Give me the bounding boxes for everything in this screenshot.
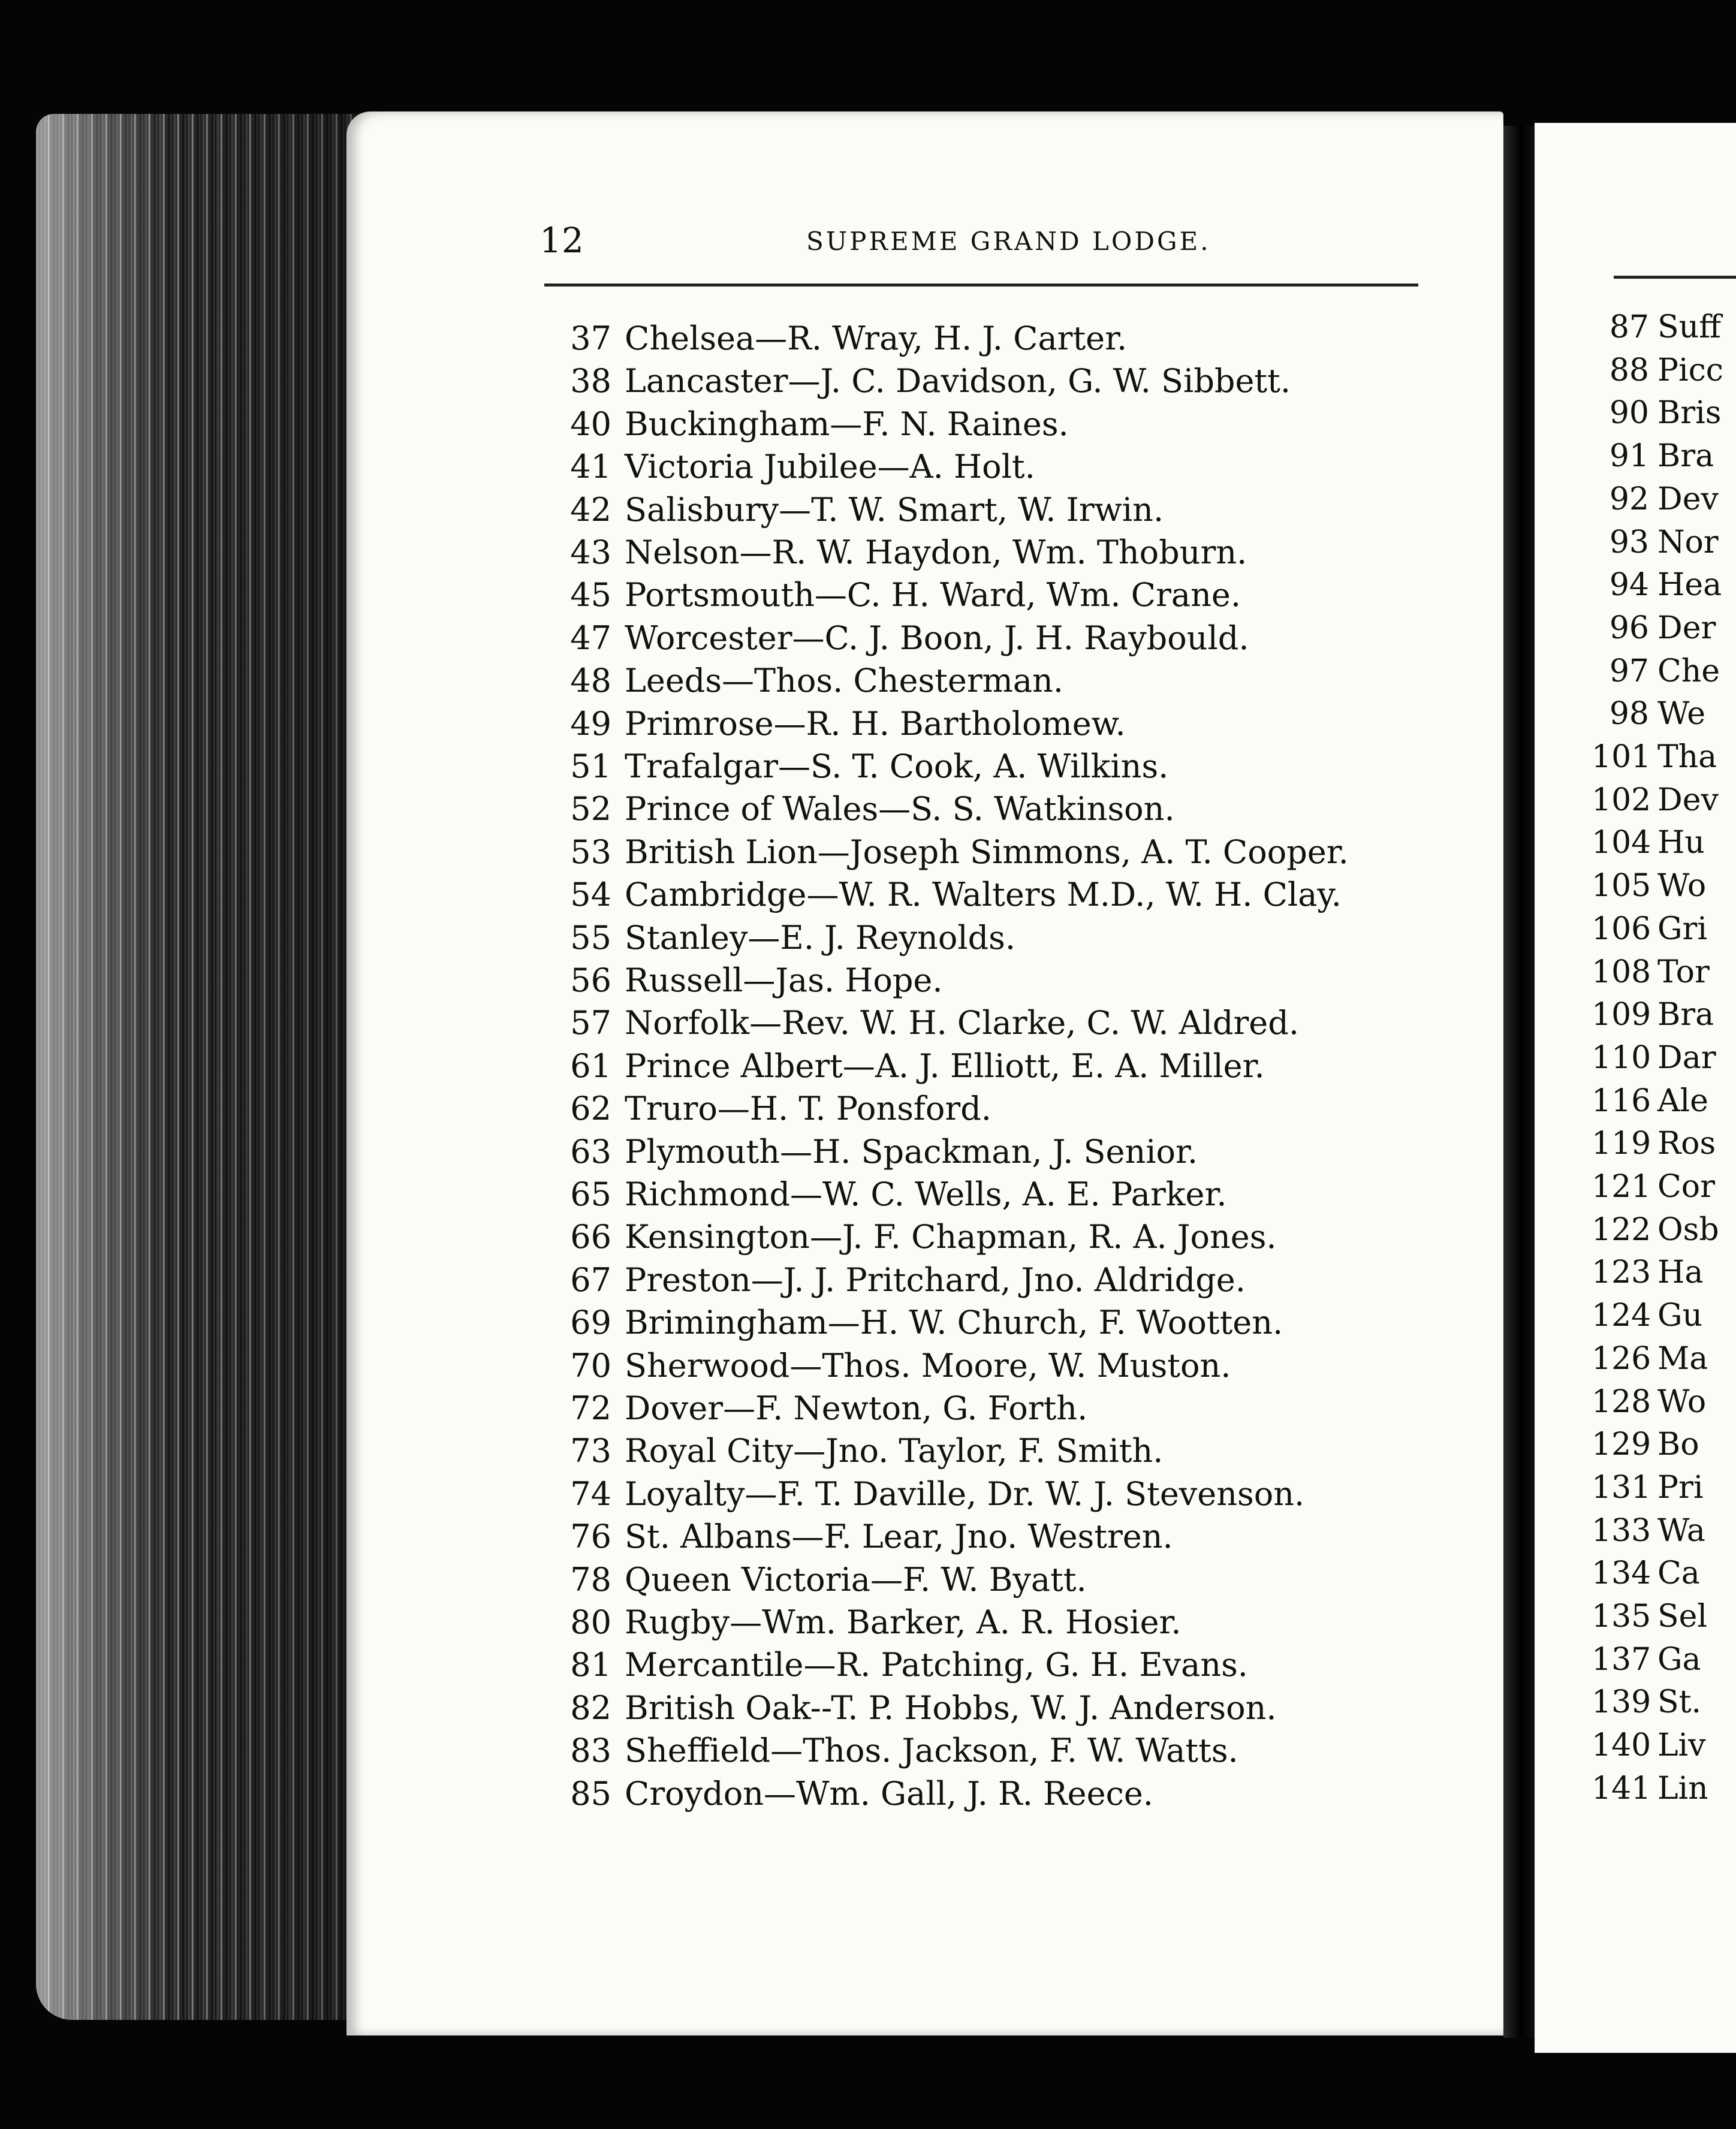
lodge-number: 137 bbox=[1592, 1641, 1651, 1678]
lodge-entry bbox=[556, 961, 943, 999]
lodge-officers: Loyalty—F. T. Daville, Dr. W. J. Stevenson. bbox=[625, 1474, 1305, 1513]
lodge-number: 61 bbox=[570, 1047, 611, 1085]
lodge-entry bbox=[556, 1090, 991, 1128]
right-page-entry bbox=[1592, 1169, 1715, 1205]
right-page-entry bbox=[1592, 1082, 1708, 1119]
lodge-number: 122 bbox=[1592, 1211, 1651, 1248]
lodge-name-fragment: Bra bbox=[1657, 997, 1714, 1033]
lodge-number: 56 bbox=[570, 961, 611, 999]
lodge-officers: Lancaster—J. C. Davidson, G. W. Sibbett. bbox=[625, 362, 1291, 400]
lodge-name-fragment: Nor bbox=[1657, 524, 1719, 560]
lodge-officers: British Lion—Joseph Simmons, A. T. Cooper. bbox=[625, 833, 1349, 871]
lodge-number: 82 bbox=[570, 1688, 611, 1727]
right-page-entry bbox=[1592, 910, 1708, 947]
lodge-number: 54 bbox=[570, 876, 611, 914]
right-page-entry bbox=[1592, 1427, 1699, 1463]
lodge-name-fragment: Bo bbox=[1657, 1427, 1699, 1463]
lodge-entry bbox=[556, 1603, 1182, 1641]
lodge-entry bbox=[556, 490, 1164, 529]
lodge-number: 116 bbox=[1592, 1082, 1651, 1119]
lodge-name-fragment: Dar bbox=[1657, 1039, 1716, 1076]
lodge-entry bbox=[556, 1432, 1164, 1470]
lodge-number: 104 bbox=[1592, 825, 1651, 861]
lodge-name-fragment: Bris bbox=[1657, 395, 1722, 432]
fore-edge-shading bbox=[36, 114, 372, 2020]
lodge-number: 83 bbox=[570, 1732, 611, 1770]
lodge-officers: Russell—Jas. Hope. bbox=[625, 961, 943, 999]
lodge-name-fragment: Dev bbox=[1657, 481, 1719, 517]
right-page-entry bbox=[1592, 997, 1714, 1033]
lodge-entry bbox=[556, 1389, 1088, 1427]
lodge-officers: Mercantile—R. Patching, G. H. Evans. bbox=[625, 1646, 1248, 1684]
right-page-entry bbox=[1592, 1340, 1708, 1377]
lodge-number: 74 bbox=[570, 1474, 611, 1513]
lodge-number: 55 bbox=[570, 918, 611, 957]
lodge-number: 49 bbox=[570, 704, 611, 743]
lodge-number: 123 bbox=[1592, 1255, 1651, 1291]
lodge-number: 129 bbox=[1592, 1427, 1651, 1463]
lodge-entry bbox=[556, 319, 1128, 357]
lodge-number: 45 bbox=[570, 576, 611, 614]
lodge-entry bbox=[556, 576, 1241, 614]
lodge-entry bbox=[556, 362, 1291, 400]
lodge-officers: Worcester—C. J. Boon, J. H. Raybould. bbox=[625, 619, 1249, 657]
lodge-officers: Royal City—Jno. Taylor, F. Smith. bbox=[625, 1432, 1164, 1470]
lodge-entry bbox=[556, 1732, 1238, 1770]
lodge-officers: Plymouth—H. Spackman, J. Senior. bbox=[625, 1132, 1198, 1171]
lodge-entry bbox=[556, 918, 1016, 957]
header-rule bbox=[544, 284, 1418, 287]
lodge-entry bbox=[556, 405, 1069, 443]
book-gutter bbox=[1503, 126, 1535, 2038]
right-page-entry bbox=[1592, 1512, 1705, 1549]
lodge-entry bbox=[556, 833, 1349, 871]
lodge-number: 109 bbox=[1592, 997, 1651, 1033]
right-page-entry bbox=[1592, 868, 1707, 904]
lodge-officers: British Oak--T. P. Hobbs, W. J. Anderson. bbox=[625, 1688, 1277, 1727]
lodge-entry bbox=[556, 1304, 1283, 1342]
lodge-name-fragment: Gu bbox=[1657, 1298, 1703, 1334]
lodge-name-fragment: Tha bbox=[1657, 739, 1717, 775]
lodge-name-fragment: Der bbox=[1657, 610, 1716, 646]
lodge-number: 91 bbox=[1609, 438, 1649, 475]
lodge-entry bbox=[556, 790, 1175, 828]
lodge-name-fragment: Wo bbox=[1657, 868, 1707, 904]
lodge-entry bbox=[556, 662, 1063, 700]
lodge-number: 65 bbox=[570, 1175, 611, 1213]
lodge-officers: Primrose—R. H. Bartholomew. bbox=[625, 704, 1126, 743]
lodge-number: 40 bbox=[570, 405, 611, 443]
lodge-number: 37 bbox=[570, 319, 611, 357]
right-page-entry bbox=[1592, 352, 1723, 388]
lodge-entry bbox=[556, 1132, 1198, 1171]
lodge-name-fragment: St. bbox=[1657, 1684, 1702, 1721]
lodge-number: 70 bbox=[570, 1346, 611, 1385]
lodge-officers: Stanley—E. J. Reynolds. bbox=[625, 918, 1016, 957]
lodge-officers: Kensington—J. F. Chapman, R. A. Jones. bbox=[625, 1218, 1277, 1256]
lodge-name-fragment: Lin bbox=[1657, 1770, 1708, 1807]
lodge-officers: Brimingham—H. W. Church, F. Wootten. bbox=[625, 1304, 1283, 1342]
lodge-officers: Chelsea—R. Wray, H. J. Carter. bbox=[625, 319, 1128, 357]
right-page-entry bbox=[1592, 1469, 1704, 1506]
right-page-entry bbox=[1592, 782, 1719, 818]
lodge-entry bbox=[556, 876, 1342, 914]
lodge-name-fragment: Che bbox=[1657, 653, 1720, 689]
lodge-officers: Leeds—Thos. Chesterman. bbox=[625, 662, 1063, 700]
right-page-entry bbox=[1592, 1641, 1701, 1678]
lodge-entry bbox=[556, 704, 1126, 743]
lodge-name-fragment: Osb bbox=[1657, 1211, 1719, 1248]
lodge-number: 67 bbox=[570, 1260, 611, 1299]
right-page-entry bbox=[1592, 438, 1714, 475]
lodge-officers: Prince Albert—A. J. Elliott, E. A. Miller. bbox=[625, 1047, 1265, 1085]
lodge-number: 81 bbox=[570, 1646, 611, 1684]
lodge-entry bbox=[556, 1518, 1173, 1556]
right-page-entry bbox=[1592, 610, 1716, 646]
lodge-entry bbox=[556, 1175, 1227, 1213]
lodge-entry bbox=[556, 1560, 1087, 1599]
lodge-name-fragment: Hea bbox=[1657, 567, 1722, 604]
page-number: 12 bbox=[540, 220, 584, 261]
lodge-officers: Richmond—W. C. Wells, A. E. Parker. bbox=[625, 1175, 1227, 1213]
lodge-number: 76 bbox=[570, 1518, 611, 1556]
lodge-entry bbox=[556, 1218, 1277, 1256]
lodge-number: 98 bbox=[1609, 696, 1649, 732]
lodge-officers: Prince of Wales—S. S. Watkinson. bbox=[625, 790, 1175, 828]
lodge-name-fragment: Sel bbox=[1657, 1599, 1708, 1635]
lodge-number: 139 bbox=[1592, 1684, 1651, 1721]
lodge-officers: Queen Victoria—F. W. Byatt. bbox=[625, 1560, 1087, 1599]
lodge-entry bbox=[556, 1474, 1305, 1513]
lodge-number: 131 bbox=[1592, 1469, 1651, 1506]
right-page-header-rule bbox=[1614, 276, 1736, 279]
lodge-number: 134 bbox=[1592, 1555, 1651, 1592]
lodge-number: 141 bbox=[1592, 1770, 1651, 1807]
lodge-number: 42 bbox=[570, 490, 611, 529]
right-page-entry bbox=[1592, 481, 1719, 517]
lodge-officers: Preston—J. J. Pritchard, Jno. Aldridge. bbox=[625, 1260, 1246, 1299]
lodge-name-fragment: Ca bbox=[1657, 1555, 1700, 1592]
lodge-entry bbox=[556, 448, 1035, 486]
lodge-number: 87 bbox=[1609, 309, 1649, 345]
lodge-number: 78 bbox=[570, 1560, 611, 1599]
lodge-number: 72 bbox=[570, 1389, 611, 1427]
lodge-name-fragment: Ma bbox=[1657, 1340, 1708, 1377]
lodge-number: 101 bbox=[1592, 739, 1651, 775]
lodge-officers: Trafalgar—S. T. Cook, A. Wilkins. bbox=[625, 747, 1169, 785]
right-page-entry bbox=[1592, 395, 1722, 432]
lodge-officers: Sherwood—Thos. Moore, W. Muston. bbox=[625, 1346, 1231, 1385]
lodge-number: 94 bbox=[1609, 567, 1649, 604]
lodge-name-fragment: Ga bbox=[1657, 1641, 1701, 1678]
lodge-name-fragment: Wo bbox=[1657, 1383, 1707, 1420]
lodge-number: 108 bbox=[1592, 954, 1651, 990]
lodge-number: 135 bbox=[1592, 1599, 1651, 1635]
lodge-name-fragment: We bbox=[1657, 696, 1705, 732]
lodge-number: 93 bbox=[1609, 524, 1649, 560]
lodge-number: 47 bbox=[570, 619, 611, 657]
lodge-number: 106 bbox=[1592, 910, 1651, 947]
lodge-number: 52 bbox=[570, 790, 611, 828]
lodge-number: 80 bbox=[570, 1603, 611, 1641]
lodge-officers: Truro—H. T. Ponsford. bbox=[625, 1090, 991, 1128]
right-page-entry bbox=[1592, 954, 1710, 990]
lodge-officers: Nelson—R. W. Haydon, Wm. Thoburn. bbox=[625, 533, 1247, 571]
lodge-officers: Buckingham—F. N. Raines. bbox=[625, 405, 1069, 443]
lodge-name-fragment: Ros bbox=[1657, 1126, 1716, 1162]
lodge-number: 69 bbox=[570, 1304, 611, 1342]
right-page-entry bbox=[1592, 1727, 1706, 1764]
right-page-entry bbox=[1592, 1599, 1708, 1635]
lodge-number: 110 bbox=[1592, 1039, 1651, 1076]
right-page-entry bbox=[1592, 1255, 1704, 1291]
lodge-number: 62 bbox=[570, 1090, 611, 1128]
right-page-entry bbox=[1592, 696, 1705, 732]
lodge-name-fragment: Wa bbox=[1657, 1512, 1705, 1549]
lodge-officers: Salisbury—T. W. Smart, W. Irwin. bbox=[625, 490, 1164, 529]
lodge-name-fragment: Tor bbox=[1657, 954, 1710, 990]
right-page-entry bbox=[1592, 524, 1719, 560]
lodge-number: 73 bbox=[570, 1432, 611, 1470]
right-page-entry bbox=[1592, 741, 1717, 773]
lodge-entry bbox=[556, 1047, 1265, 1085]
lodge-entry bbox=[556, 1646, 1248, 1684]
lodge-number: 119 bbox=[1592, 1126, 1651, 1162]
right-page-entry bbox=[1592, 825, 1705, 861]
right-page-entry bbox=[1592, 653, 1720, 689]
lodge-number: 66 bbox=[570, 1218, 611, 1256]
right-page-entry bbox=[1592, 1211, 1719, 1248]
lodge-number: 105 bbox=[1592, 868, 1651, 904]
lodge-name-fragment: Liv bbox=[1657, 1727, 1706, 1764]
lodge-officers: Rugby—Wm. Barker, A. R. Hosier. bbox=[625, 1603, 1182, 1641]
lodge-number: 38 bbox=[570, 362, 611, 400]
lodge-name-fragment: Dev bbox=[1657, 782, 1719, 818]
lodge-number: 92 bbox=[1609, 481, 1649, 517]
lodge-name-fragment: Gri bbox=[1657, 910, 1708, 947]
right-page-entry bbox=[1592, 309, 1722, 345]
lodge-number: 48 bbox=[570, 662, 611, 700]
lodge-name-fragment: Suff bbox=[1657, 309, 1722, 345]
lodge-entry bbox=[556, 619, 1249, 657]
lodge-number: 85 bbox=[570, 1774, 611, 1813]
lodge-number: 97 bbox=[1609, 653, 1649, 689]
right-page-entry bbox=[1592, 1770, 1708, 1807]
lodge-number: 90 bbox=[1609, 395, 1649, 432]
lodge-number: 41 bbox=[570, 448, 611, 486]
lodge-entry bbox=[556, 1260, 1246, 1299]
lodge-officers: Croydon—Wm. Gall, J. R. Reece. bbox=[625, 1774, 1153, 1813]
lodge-number: 140 bbox=[1592, 1727, 1651, 1764]
lodge-number: 128 bbox=[1592, 1383, 1651, 1420]
lodge-name-fragment: Pri bbox=[1657, 1469, 1704, 1506]
right-page-entry bbox=[1592, 1298, 1703, 1334]
lodge-officers: Dover—F. Newton, G. Forth. bbox=[625, 1389, 1088, 1427]
right-page-entry bbox=[1592, 1555, 1700, 1592]
lodge-number: 96 bbox=[1609, 610, 1649, 646]
lodge-officers: St. Albans—F. Lear, Jno. Westren. bbox=[625, 1518, 1173, 1556]
right-page-entry bbox=[1592, 1383, 1707, 1420]
lodge-number: 124 bbox=[1592, 1298, 1651, 1334]
lodge-entry bbox=[556, 533, 1247, 571]
lodge-name-fragment: Ale bbox=[1657, 1082, 1708, 1119]
lodge-officers: Norfolk—Rev. W. H. Clarke, C. W. Aldred. bbox=[625, 1004, 1299, 1042]
lodge-name-fragment: Bra bbox=[1657, 438, 1714, 475]
lodge-officers: Sheffield—Thos. Jackson, F. W. Watts. bbox=[625, 1732, 1238, 1770]
lodge-number: 53 bbox=[570, 833, 611, 871]
lodge-number: 43 bbox=[570, 533, 611, 571]
running-head-title: SUPREME GRAND LODGE. bbox=[806, 227, 1211, 256]
lodge-officers: Portsmouth—C. H. Ward, Wm. Crane. bbox=[625, 576, 1241, 614]
lodge-name-fragment: Picc bbox=[1657, 352, 1723, 388]
lodge-entry bbox=[556, 1688, 1277, 1727]
lodge-entry bbox=[556, 747, 1169, 785]
lodge-entry bbox=[556, 1346, 1231, 1385]
lodge-name-fragment: Ha bbox=[1657, 1255, 1704, 1291]
right-page-entry bbox=[1592, 1126, 1716, 1162]
right-page-entry bbox=[1592, 1039, 1716, 1076]
lodge-entry bbox=[556, 1004, 1299, 1042]
lodge-number: 51 bbox=[570, 747, 611, 785]
right-page-entry bbox=[1592, 1684, 1702, 1721]
lodge-number: 121 bbox=[1592, 1169, 1651, 1205]
lodge-name-fragment: Cor bbox=[1657, 1169, 1715, 1205]
lodge-name-fragment: Hu bbox=[1657, 825, 1705, 861]
lodge-officers: Cambridge—W. R. Walters M.D., W. H. Clay. bbox=[625, 876, 1342, 914]
lodge-number: 63 bbox=[570, 1132, 611, 1171]
lodge-number: 57 bbox=[570, 1004, 611, 1042]
lodge-officers: Victoria Jubilee—A. Holt. bbox=[625, 448, 1035, 486]
lodge-number: 126 bbox=[1592, 1340, 1651, 1377]
lodge-number: 88 bbox=[1609, 352, 1649, 388]
lodge-number: 133 bbox=[1592, 1512, 1651, 1549]
lodge-entry bbox=[556, 1774, 1153, 1813]
right-page-entry bbox=[1592, 567, 1722, 604]
lodge-number: 102 bbox=[1592, 782, 1651, 818]
